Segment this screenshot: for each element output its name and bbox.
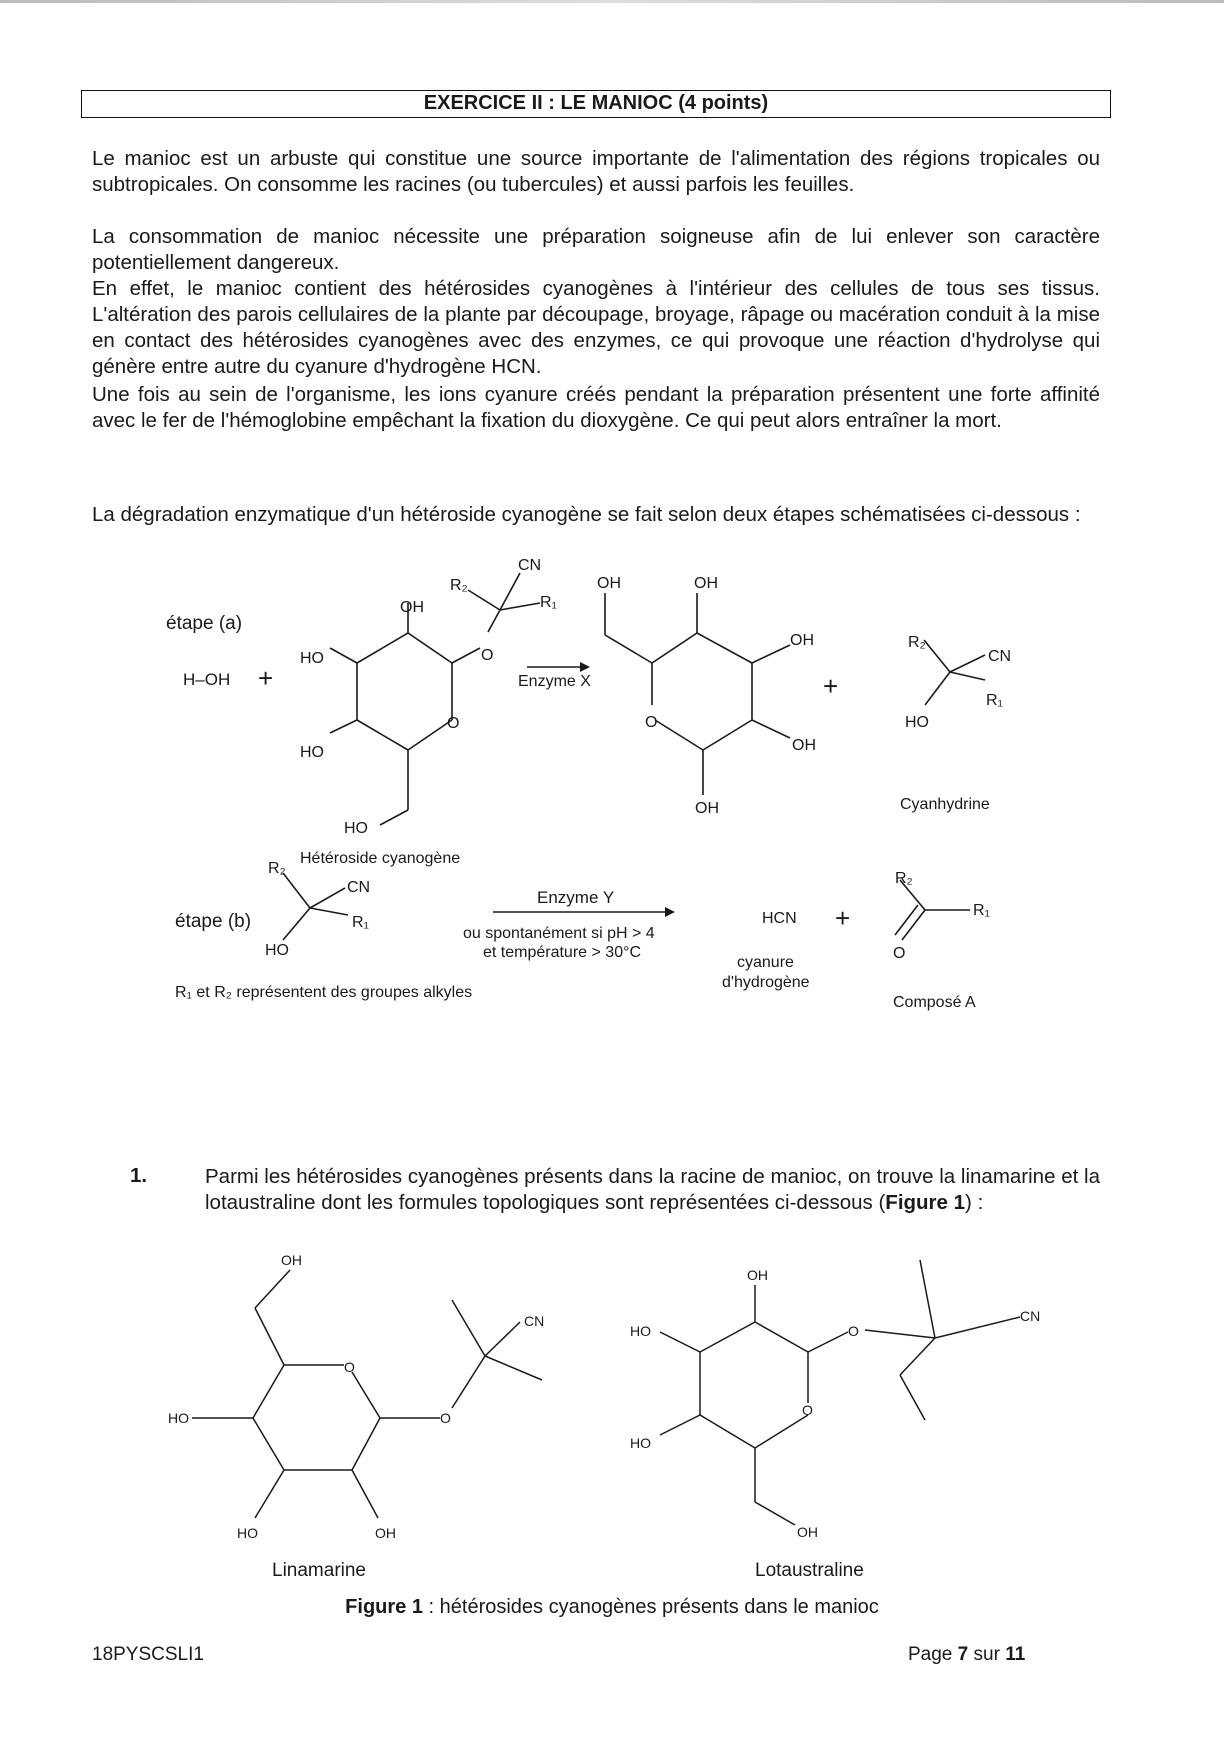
atom-ho: HO (630, 1435, 651, 1451)
heteroside-label: Hétéroside cyanogène (300, 850, 461, 867)
hcn-formula: HCN (762, 910, 797, 927)
question-number: 1. (130, 1164, 148, 1187)
enzyme-y-label: Enzyme Y (537, 888, 615, 907)
compose-a-label: Composé A (893, 994, 976, 1011)
atom-oh: OH (792, 737, 816, 754)
ether-oxygen: O (440, 1410, 451, 1426)
water-formula: H–OH (183, 670, 231, 689)
r-groups-note: R₁ et R₂ représentent des groupes alkyles (175, 984, 473, 1001)
condition-ph: ou spontanément si pH > 4 (463, 925, 655, 942)
ether-oxygen: O (481, 647, 494, 664)
atom-ho: HO (630, 1323, 651, 1339)
atom-cn: CN (1020, 1308, 1041, 1324)
figure-1-caption: Figure 1 : hétérosides cyanogènes présents dans le manioc (345, 1596, 879, 1618)
plus-sign-b: + (835, 903, 851, 933)
cyanhydrine-label: Cyanhydrine (900, 796, 990, 813)
atom-ho: HO (265, 942, 289, 959)
consumption-paragraph: La consommation de manioc nécessite une préparation soigneuse afin de lui enlever son caractère potentiellement dangereux. (92, 225, 1100, 274)
intro-paragraph: Le manioc est un arbuste qui constitue une source importante de l'alimentation des régions tropicales ou subtropicales. On consomme les racines (ou tubercules) et aussi parfois les feuilles. (92, 147, 1100, 196)
atom-r2: R₂ (450, 577, 468, 594)
atom-oh: OH (790, 632, 814, 649)
atom-r1: R₁ (986, 692, 1003, 709)
condition-temperature: et température > 30°C (483, 944, 642, 961)
atom-oh: OH (797, 1524, 818, 1540)
plus-sign-a1: + (258, 663, 274, 693)
cyanure-label-2: d'hydrogène (722, 974, 810, 991)
page-number: Page 7 sur 11 (908, 1644, 1026, 1665)
linamarine-label: Linamarine (272, 1560, 366, 1581)
scan-edge (0, 0, 1224, 3)
atom-r1: R₁ (973, 902, 990, 919)
atom-r2: R₂ (908, 634, 926, 651)
cyanogen-paragraph: En effet, le manioc contient des hétérosides cyanogènes à l'intérieur des cellules de tous ses tissus. L'altération des parois cellulaires de la plante par découpage, broyage, râpage ou macération conduit à la mise en contact des hétérosides cyanogènes avec des enzymes, ce qui provoque une réaction d'hydrolyse qui génère entre autre du cyanure d'hydrogène HCN. (92, 277, 1100, 378)
figure-1-structures (0, 1240, 1224, 1590)
enzyme-x-label: Enzyme X (518, 673, 591, 690)
degradation-paragraph: La dégradation enzymatique d'un hétéroside cyanogène se fait selon deux étapes schématisées ci-dessous : (92, 503, 1081, 526)
ring-oxygen: O (645, 714, 658, 731)
ring-oxygen: O (344, 1359, 355, 1375)
ether-oxygen: O (848, 1323, 859, 1339)
cyanure-label-1: cyanure (737, 954, 794, 971)
atom-ho: HO (300, 650, 324, 667)
atom-cn: CN (988, 648, 1012, 665)
atom-cn: CN (347, 879, 371, 896)
atom-r1: R₁ (540, 594, 557, 611)
atom-ho: HO (168, 1410, 189, 1426)
atom-oh: OH (400, 599, 424, 616)
atom-r1: R₁ (352, 914, 369, 931)
atom-oh: OH (281, 1252, 302, 1268)
plus-sign-a2: + (823, 671, 839, 701)
reaction-scheme (0, 555, 1224, 1125)
document-code: 18PYSCSLI1 (92, 1644, 204, 1665)
atom-oh: OH (695, 800, 719, 817)
atom-ho: HO (344, 820, 368, 837)
lotaustraline-label: Lotaustraline (755, 1560, 864, 1581)
atom-cn: CN (518, 557, 542, 574)
atom-oh: OH (597, 575, 621, 592)
atom-ho: HO (237, 1525, 258, 1541)
figure-ref: Figure 1 (885, 1191, 966, 1214)
atom-oh: OH (375, 1525, 396, 1541)
atom-oh: OH (694, 575, 718, 592)
step-b-label: étape (b) (175, 911, 252, 932)
toxicity-paragraph: Une fois au sein de l'organisme, les ions cyanure créés pendant la préparation présentent une forte affinité avec le fer de l'hémoglobine empêchant la fixation du dioxygène. Ce qui peut alors entraîner la mort. (92, 383, 1100, 432)
atom-ho: HO (300, 744, 324, 761)
ring-oxygen: O (447, 715, 460, 732)
ring-oxygen: O (802, 1402, 813, 1418)
carbonyl-oxygen: O (893, 945, 906, 962)
atom-r2: R₂ (268, 860, 286, 877)
atom-oh: OH (747, 1267, 768, 1283)
step-a-label: étape (a) (166, 613, 243, 634)
atom-r2: R₂ (895, 870, 913, 887)
exercise-title: EXERCICE II : LE MANIOC (4 points) (81, 90, 1111, 118)
atom-ho: HO (905, 714, 929, 731)
question-text: Parmi les hétérosides cyanogènes présents dans la racine de manioc, on trouve la linamarine et la lotaustraline dont les formules topologiques sont représentées ci-dessous (Figure 1) : (205, 1165, 1100, 1214)
atom-cn: CN (524, 1313, 545, 1329)
